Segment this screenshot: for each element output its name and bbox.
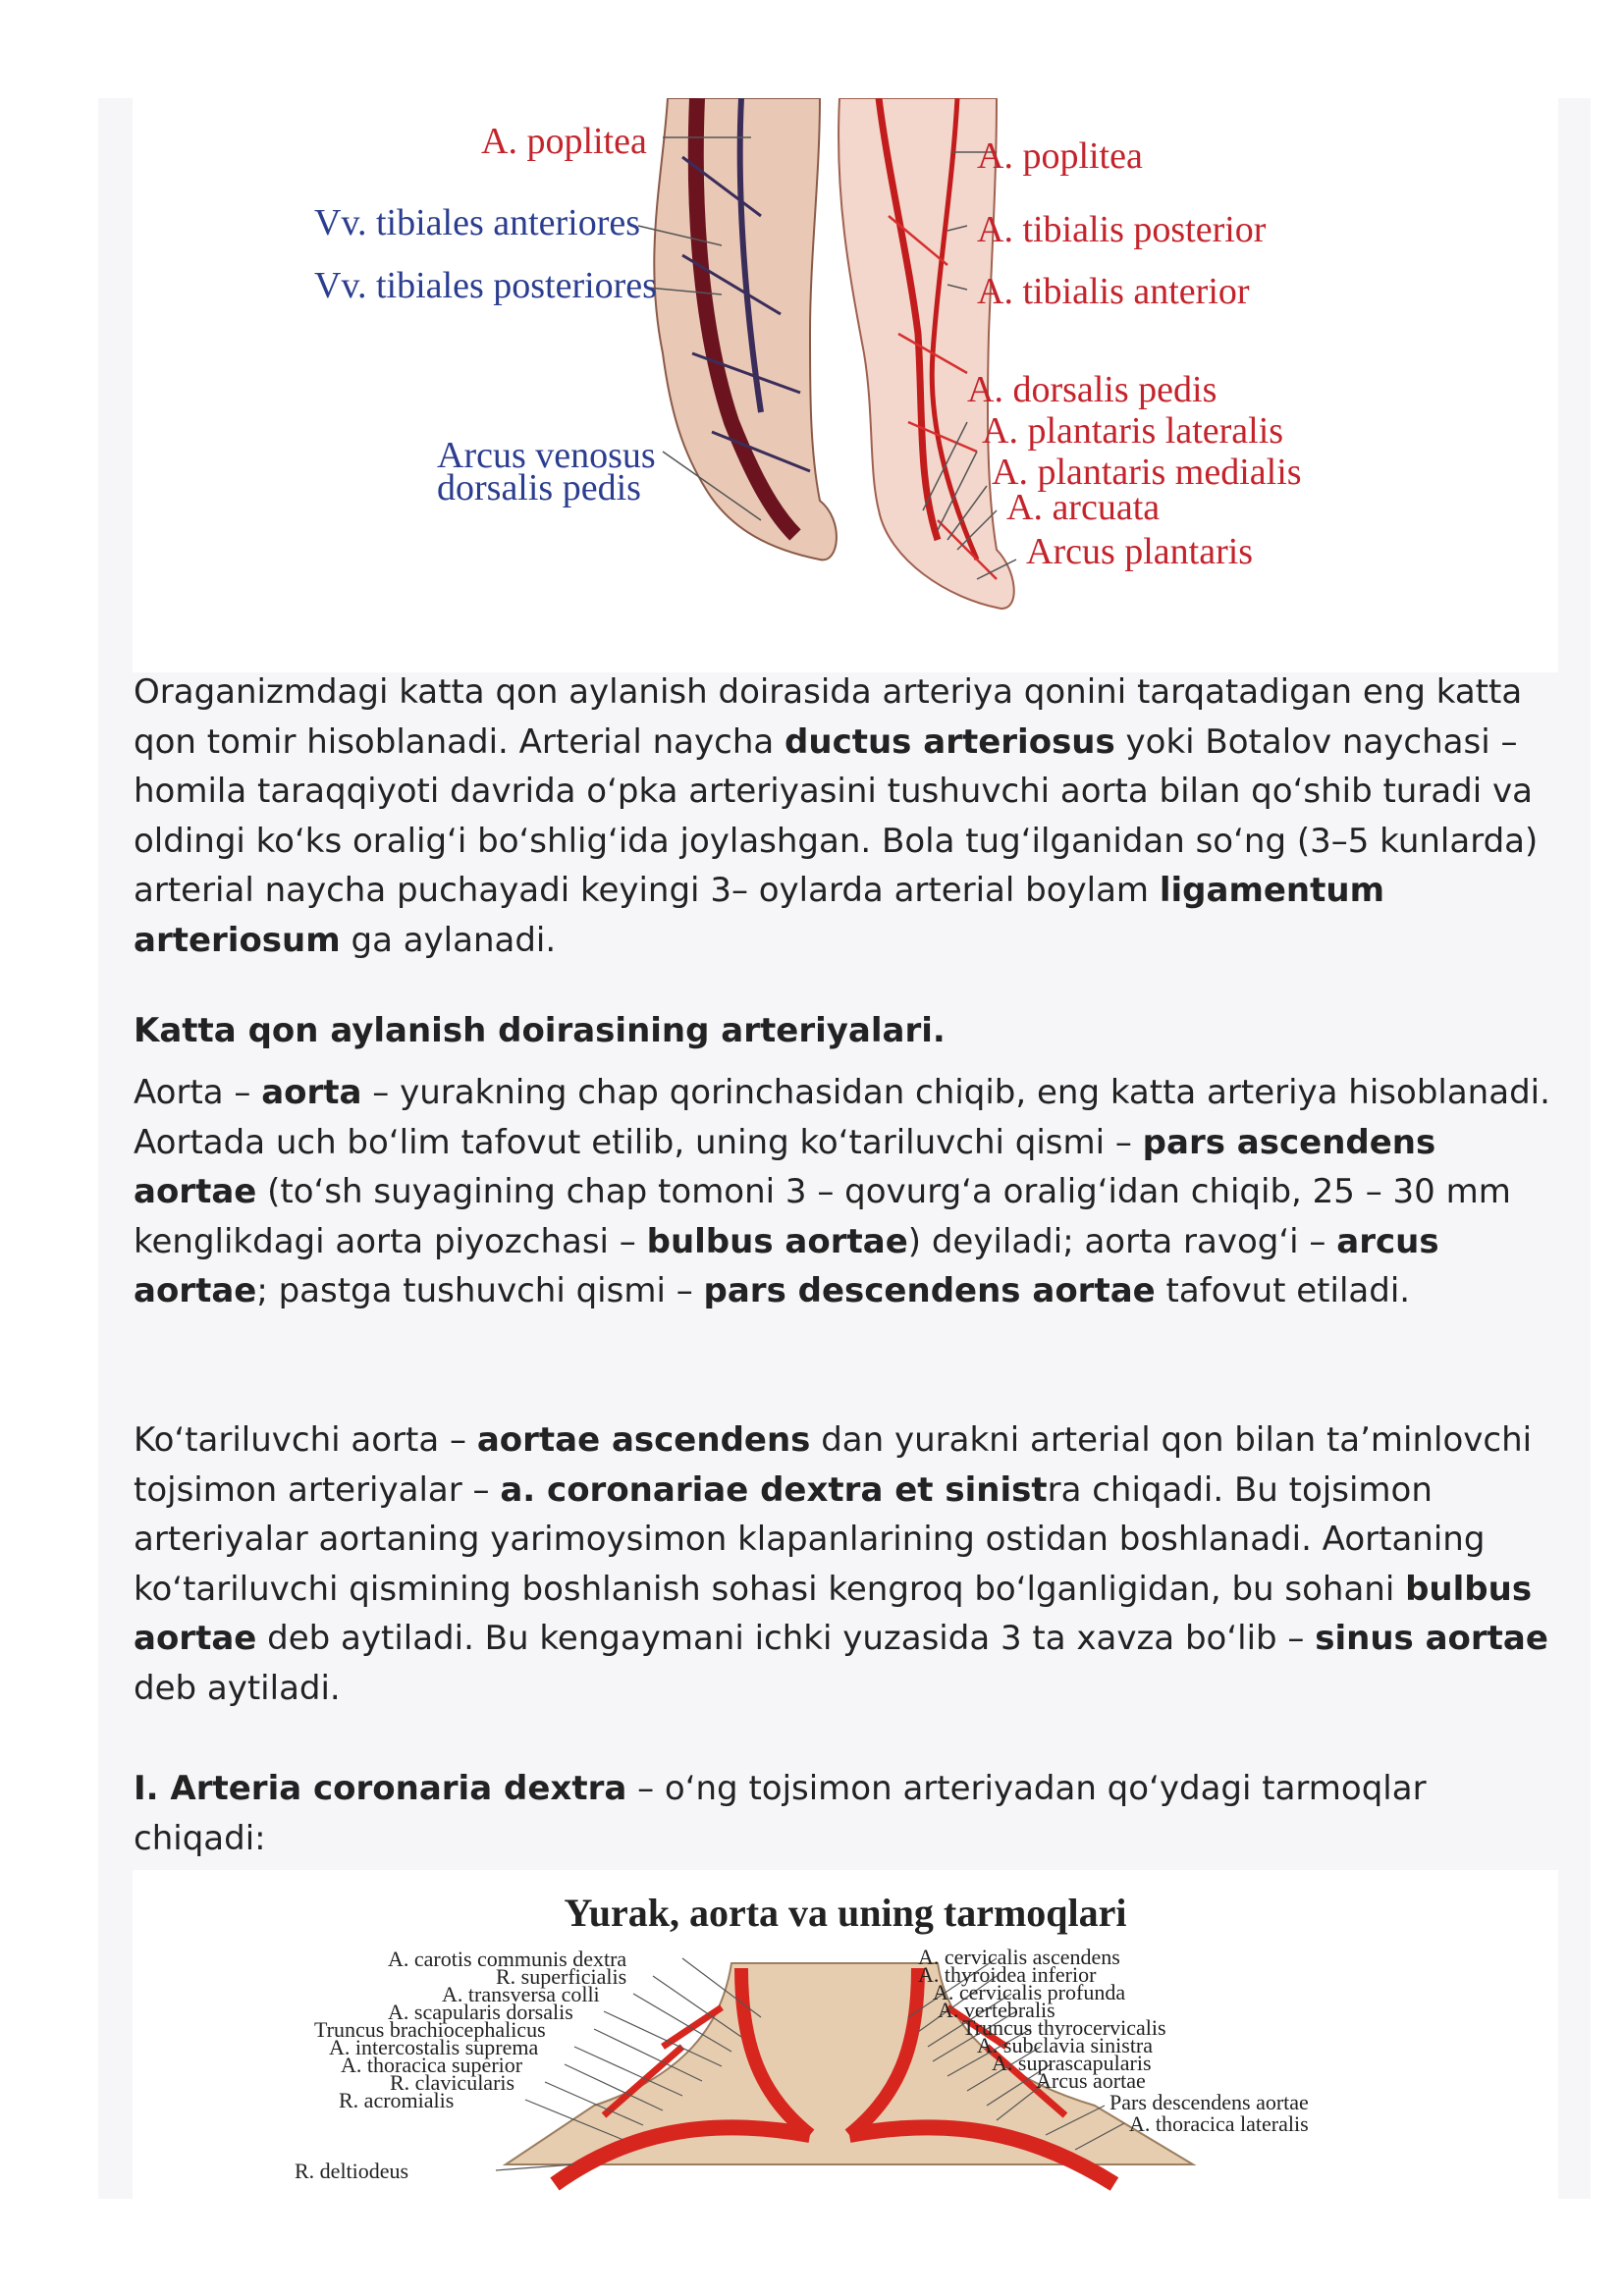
para1-text-3: ga aylanadi. [340, 920, 557, 960]
para2-bold-1: aorta [261, 1073, 362, 1112]
label-carotis-communis-dextra: A. carotis communis dextra [388, 1947, 627, 1971]
leg-vessels-figure [133, 98, 1558, 672]
label-a-poplitea-left: A. poplitea [481, 121, 647, 162]
label-a-plantaris-lateralis: A. plantaris lateralis [982, 410, 1284, 452]
paragraph-coronaria-dextra [134, 1764, 1557, 1863]
label-r-superficialis: R. superficialis [496, 1964, 627, 1989]
label-arcus-aortae: Arcus aortae [1036, 2068, 1146, 2093]
label-thoracica-superior: A. thoracica superior [341, 2053, 523, 2077]
para2-text-4: ) deyiladi; aorta ravogʻi – [907, 1221, 1337, 1261]
label-scapularis-dorsalis: A. scapularis dorsalis [388, 2000, 573, 2024]
label-a-arcuata: A. arcuata [1006, 487, 1161, 528]
para2-bold-5: pars descendens aortae [703, 1271, 1156, 1310]
para2-text-6: tafovut etiladi. [1155, 1271, 1411, 1310]
label-a-plantaris-medialis: A. plantaris medialis [992, 452, 1302, 493]
label-pars-descendens-aortae: Pars descendens aortae [1109, 2090, 1309, 2114]
label-r-deltiodeus: R. deltiodeus [295, 2159, 409, 2183]
para2-text-5: ; pastga tushuvchi qismi – [256, 1271, 704, 1310]
label-vv-tibiales-anteriores: Vv. tibiales anteriores [314, 202, 641, 243]
para1-text-1: Oraganizmdagi katta qon aylanish doirasida arteriya qonini tarqatadigan eng katta qon tomir hisoblanadi. Arterial naycha [134, 672, 1523, 762]
para3-bold-2: a. coronariae dextra et sinist [500, 1469, 1048, 1510]
para3-text-4: deb aytiladi. Bu kengaymani ichki yuzasida 3 ta xavza boʻlib – [256, 1619, 1316, 1658]
label-truncus-brachiocephalicus: Truncus brachiocephalicus [314, 2017, 546, 2042]
label-subclavia-sinistra: A. subclavia sinistra [977, 2033, 1154, 2057]
para2-text-3: (toʻsh suyagining chap tomoni 3 – qovurgʻa oraligʻidan chiqib, 25 – 30 mm kenglikdagi aorta piyozchasi – [134, 1172, 1511, 1261]
label-arcus-plantaris: Arcus plantaris [1026, 531, 1254, 572]
para1-bold-1: ductus arteriosus [784, 721, 1115, 762]
para3-text-3: ra chiqadi. Bu tojsimon arteriyalar aortaning yarimoysimon klapanlarining ostidan boshlanadi. Aortaning koʻtariluvchi qismining boshlanish sohasi kengroq boʻlganligidan, bu sohani [134, 1469, 1486, 1609]
label-a-tibialis-posterior: A. tibialis posterior [977, 209, 1267, 250]
paragraph-ascending-aorta [134, 1415, 1557, 1713]
label-r-acromialis: R. acromialis [339, 2088, 455, 2112]
para2-bold-3: bulbus aortae [646, 1221, 908, 1261]
paragraph-aorta [134, 1068, 1557, 1316]
para4-bold-1: I. Arteria coronaria dextra [134, 1769, 627, 1808]
label-arcus-venosus: Arcus venosus [437, 435, 656, 476]
para2-bold-4: arcus aortae [134, 1221, 1439, 1310]
para3-text-2: dan yurakni arterial qon bilan taʼminlovchi tojsimon arteriyalar – [134, 1420, 1533, 1510]
para3-text-5: deb aytiladi. [134, 1668, 341, 1708]
para3-bold-1: aortae ascendens [476, 1420, 811, 1460]
label-a-tibialis-anterior: A. tibialis anterior [977, 271, 1250, 312]
label-a-dorsalis-pedis: A. dorsalis pedis [967, 369, 1217, 410]
para1-bold-2: ligamentum arteriosum [134, 871, 1385, 960]
para2-bold-2: pars ascendens aortae [134, 1122, 1436, 1211]
para3-bold-3: bulbus aortae [134, 1569, 1533, 1658]
label-suprascapularis: A. suprascapularis [992, 2051, 1152, 2075]
para3-text-1: Koʻtariluvchi aorta – [134, 1420, 477, 1460]
label-cervicalis-ascendens: A. cervicalis ascendens [918, 1945, 1120, 1969]
paragraph-intro [134, 667, 1557, 965]
label-a-poplitea-right: A. poplitea [977, 135, 1143, 177]
label-thyroidea-inferior: A. thyroidea inferior [918, 1962, 1097, 1987]
label-thoracica-lateralis: A. thoracica lateralis [1129, 2111, 1309, 2136]
para4-text-1: – oʻng tojsimon arteriyadan qoʻydagi tarmoqlar chiqadi: [134, 1769, 1427, 1858]
para2-text-1: Aorta – [134, 1073, 262, 1112]
label-intercostalis-suprema: A. intercostalis suprema [329, 2035, 539, 2059]
para3-bold-4: sinus aortae [1315, 1619, 1548, 1658]
aorta-branches-figure [133, 1870, 1558, 2199]
para1-text-2: yoki Botalov naychasi – homila taraqqiyoti davrida oʻpka arteriyasini tushuvchi aorta bilan qoʻshib turadi va oldingi koʻks oraligʻi boʻshligʻida joylashgan. Bola tugʻilganidan soʻng (3–5 kunlarda) arterial naycha puchayadi keyingi 3– oylarda arterial boylam [134, 721, 1539, 910]
leg-illustration [133, 98, 1558, 672]
label-vv-tibiales-posteriores: Vv. tibiales posteriores [314, 265, 657, 306]
label-dorsalis-pedis: dorsalis pedis [437, 467, 641, 508]
section-heading: Katta qon aylanish doirasining arteriyalari. [134, 1011, 946, 1050]
label-transversa-colli: A. transversa colli [442, 1982, 600, 2006]
label-truncus-thyrocervicalis: Truncus thyrocervicalis [962, 2015, 1166, 2040]
label-vertebralis: A. vertebralis [938, 1998, 1055, 2022]
para2-text-2: – yurakning chap qorinchasidan chiqib, eng katta arteriya hisoblanadi. Aortada uch boʻlim tafovut etilib, uning koʻtariluvchi qismi – [134, 1073, 1550, 1162]
label-cervicalis-profunda: A. cervicalis profunda [933, 1980, 1126, 2004]
label-r-clavicularis: R. clavicularis [390, 2070, 515, 2095]
figure-title: Yurak, aorta va uning tarmoqlari [564, 1891, 1127, 1935]
